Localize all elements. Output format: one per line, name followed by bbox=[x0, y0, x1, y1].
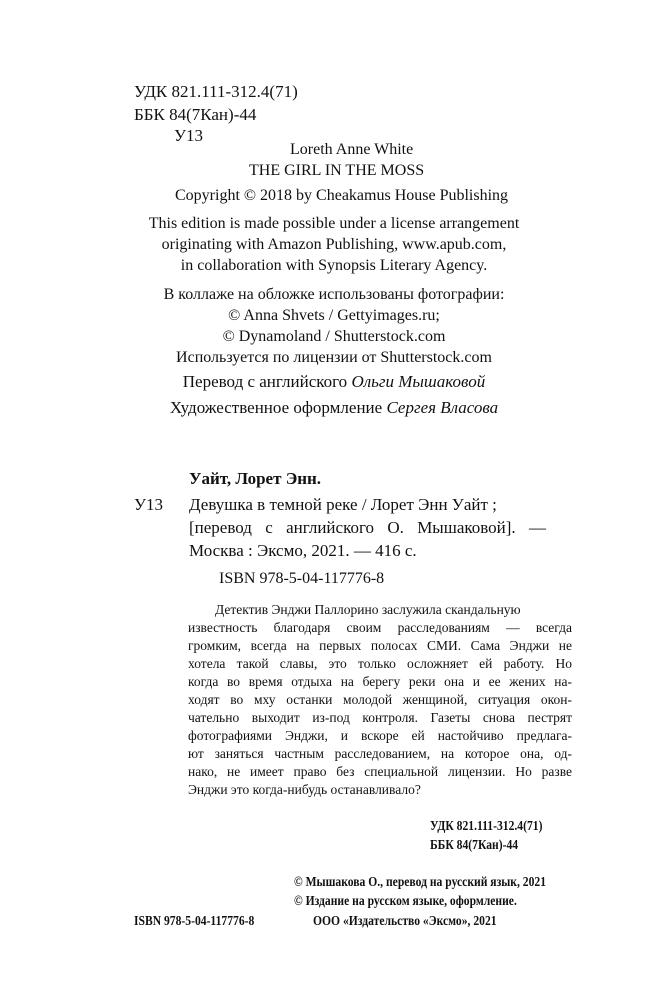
translator-name: Ольги Мышаковой bbox=[351, 372, 486, 391]
license-line-1: This edition is made possible under a license arrangement bbox=[148, 215, 520, 232]
catalog-line-1: Девушка в темной реке / Лорет Энн Уайт ; bbox=[189, 495, 497, 514]
annotation-line: Энджи это когда-нибудь останавливало? bbox=[188, 782, 421, 797]
original-author: Loreth Anne White bbox=[290, 141, 414, 158]
copyright-edition: © Издание на русском языке, оформление. bbox=[294, 893, 517, 908]
annotation-line: известность благодаря своим расследованиям — всегда bbox=[188, 620, 572, 635]
footer-isbn: ISBN 978-5-04-117776-8 bbox=[134, 913, 255, 928]
annotation-line: Детектив Энджи Паллорино заслужила скандальную bbox=[215, 602, 521, 617]
catalog-line-3: Москва : Эксмо, 2021. — 416 с. bbox=[189, 541, 417, 560]
designer-name: Сергея Власова bbox=[386, 398, 499, 417]
design-prefix: Художественное оформление bbox=[169, 398, 383, 417]
photo-credit-1: © Anna Shvets / Gettyimages.ru; bbox=[228, 307, 440, 324]
copyright-line: Copyright © 2018 by Cheakamus House Publishing bbox=[175, 187, 509, 204]
annotation-line: когда во время отдыха на берегу реки она и ее жених на- bbox=[188, 674, 572, 689]
copyright-translation: © Мышакова О., перевод на русский язык, 2021 bbox=[294, 874, 547, 889]
annotation-line: фотографиями Энджи, и вскоре ей настойчиво предлага- bbox=[188, 728, 572, 743]
copyright-publisher: ООО «Издательство «Эксмо», 2021 bbox=[313, 913, 497, 928]
catalog-mark: У13 bbox=[134, 495, 164, 514]
translation-prefix: Перевод с английского bbox=[182, 372, 348, 391]
classification-udk: УДК 821.111-312.4(71) bbox=[430, 818, 543, 833]
catalog-line-2: [перевод с английского О. Мышаковой]. — bbox=[189, 518, 546, 537]
catalog-isbn: ISBN 978-5-04-117776-8 bbox=[219, 570, 385, 587]
translation-credit bbox=[0, 372, 668, 392]
annotation-line: громким, всегда на первых полосах СМИ. Сама Энджи не bbox=[188, 638, 572, 653]
catalog-author: Уайт, Лорет Энн. bbox=[189, 469, 322, 488]
annotation-line: ют заняться частным расследованием, на которое она, од- bbox=[188, 746, 572, 761]
annotation-line: ходят во мху останки молодой женщиной, ситуация окон- bbox=[188, 692, 572, 707]
annotation-line: нако, не имеет право без специальной лицензии. Но разве bbox=[188, 764, 572, 779]
original-title: THE GIRL IN THE MOSS bbox=[249, 162, 425, 179]
classification-bbk: ББК 84(7Кан)-44 bbox=[430, 837, 519, 852]
annotation-line: хотела такой славы, это только осложняет ей работу. Но bbox=[188, 656, 572, 671]
author-mark: У13 bbox=[174, 126, 204, 145]
license-line-3: in collaboration with Synopsis Literary Agency. bbox=[180, 257, 488, 274]
photos-intro: В коллаже на обложке использованы фотографии: bbox=[163, 286, 505, 303]
udk-code: УДК 821.111-312.4(71) bbox=[134, 82, 298, 101]
bbk-code: ББК 84(7Кан)-44 bbox=[134, 105, 257, 124]
license-line-2: originating with Amazon Publishing, www.apub.com, bbox=[161, 236, 507, 253]
photo-credit-2: © Dynamoland / Shutterstock.com bbox=[222, 328, 446, 345]
photo-license: Используется по лицензии от Shutterstock.com bbox=[176, 349, 492, 366]
annotation-line: чательно выходит из-под контроля. Газеты снова пестрят bbox=[188, 710, 572, 725]
design-credit bbox=[0, 398, 668, 418]
